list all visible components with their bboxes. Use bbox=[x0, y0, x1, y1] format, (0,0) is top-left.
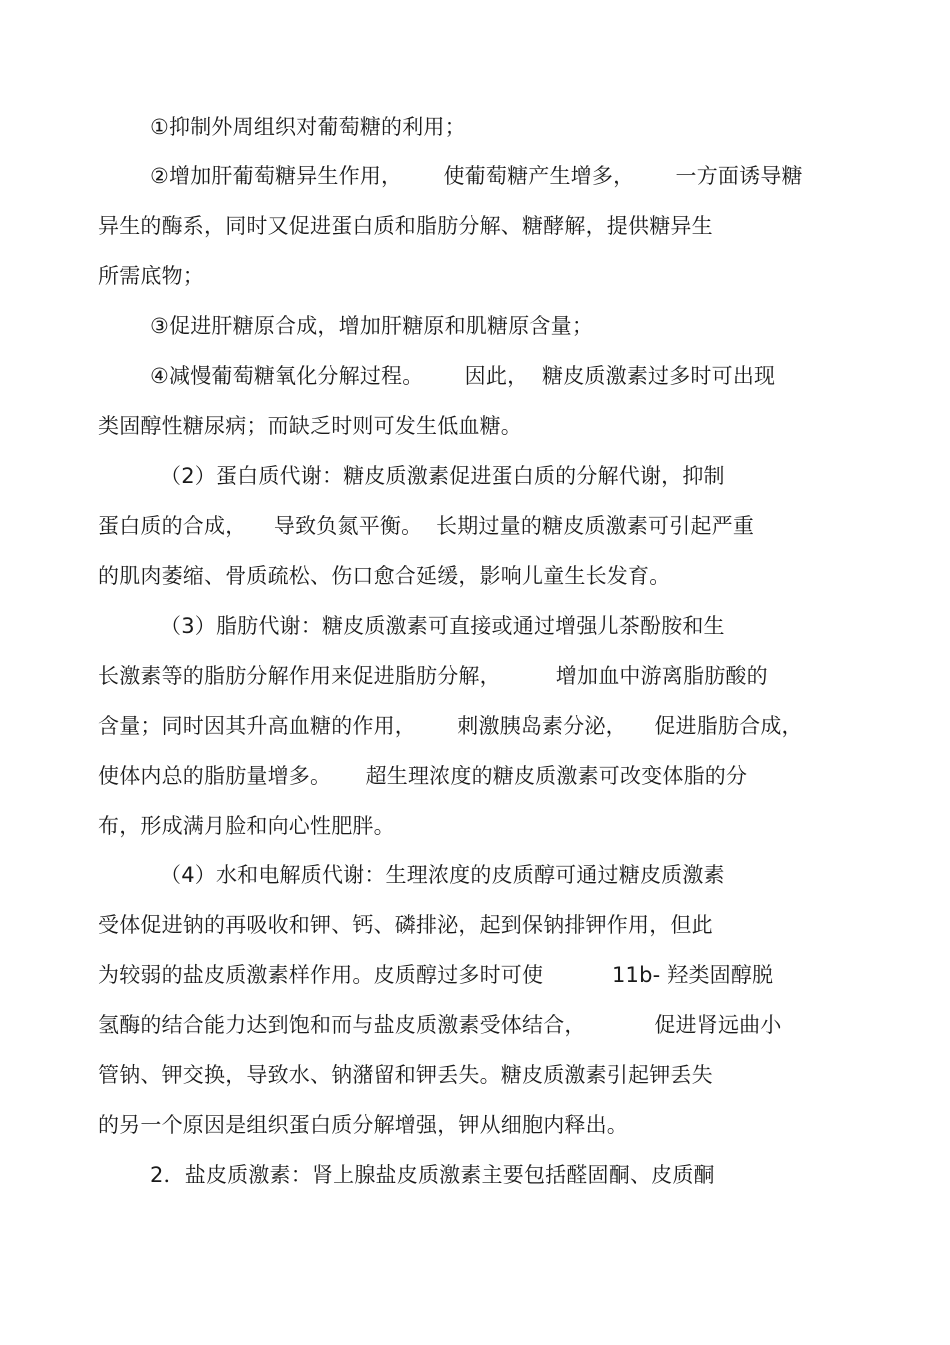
text-line: 所需底物； bbox=[98, 264, 204, 288]
text-line: ④减慢葡萄糖氧化分解过程。 因此， 糖皮质激素过多时可出现 bbox=[150, 364, 776, 388]
text-line: 蛋白质的合成， 导致负氮平衡。 长期过量的糖皮质激素可引起严重 bbox=[98, 514, 755, 538]
text-line: 类固醇性糖尿病；而缺乏时则可发生低血糖。 bbox=[98, 414, 522, 438]
text-line: 为较弱的盐皮质激素样作用。皮质醇过多时可使 11b- 羟类固醇脱 bbox=[98, 963, 774, 987]
text-line: 布，形成满月脸和向心性肥胖。 bbox=[98, 814, 395, 838]
text-line: ②增加肝葡萄糖异生作用， 使葡萄糖产生增多， 一方面诱导糖 bbox=[150, 164, 803, 188]
text-line: 受体促进钠的再吸收和钾、钙、磷排泌，起到保钠排钾作用，但此 bbox=[98, 913, 713, 937]
text-line: ③促进肝糖原合成，增加肝糖原和肌糖原含量； bbox=[150, 314, 594, 338]
text-line: 氢酶的结合能力达到饱和而与盐皮质激素受体结合， 促进肾远曲小 bbox=[98, 1013, 782, 1037]
text-line: 的另一个原因是组织蛋白质分解增强，钾从细胞内释出。 bbox=[98, 1113, 628, 1137]
text-line: （4）水和电解质代谢：生理浓度的皮质醇可通过糖皮质激素 bbox=[160, 863, 725, 887]
text-line: （2）蛋白质代谢：糖皮质激素促进蛋白质的分解代谢，抑制 bbox=[160, 464, 725, 488]
text-line: 的肌肉萎缩、骨质疏松、伤口愈合延缓，影响儿童生长发育。 bbox=[98, 564, 671, 588]
text-line: 管钠、钾交换，导致水、钠潴留和钾丢失。糖皮质激素引起钾丢失 bbox=[98, 1063, 713, 1087]
text-line: 含量；同时因其升高血糖的作用， 刺激胰岛素分泌， 促进脂肪合成， bbox=[98, 714, 803, 738]
text-line: 2．盐皮质激素：肾上腺盐皮质激素主要包括醛固酮、皮质酮 bbox=[150, 1163, 715, 1187]
text-line: 使体内总的脂肪量增多。 超生理浓度的糖皮质激素可改变体脂的分 bbox=[98, 764, 748, 788]
text-line: ①抑制外周组织对葡萄糖的利用； bbox=[150, 115, 466, 139]
text-line: 长激素等的脂肪分解作用来促进脂肪分解， 增加血中游离脂肪酸的 bbox=[98, 664, 768, 688]
text-line: （3）脂肪代谢：糖皮质激素可直接或通过增强儿茶酚胺和生 bbox=[160, 614, 725, 638]
text-line: 异生的酶系，同时又促进蛋白质和脂肪分解、糖酵解，提供糖异生 bbox=[98, 214, 713, 238]
